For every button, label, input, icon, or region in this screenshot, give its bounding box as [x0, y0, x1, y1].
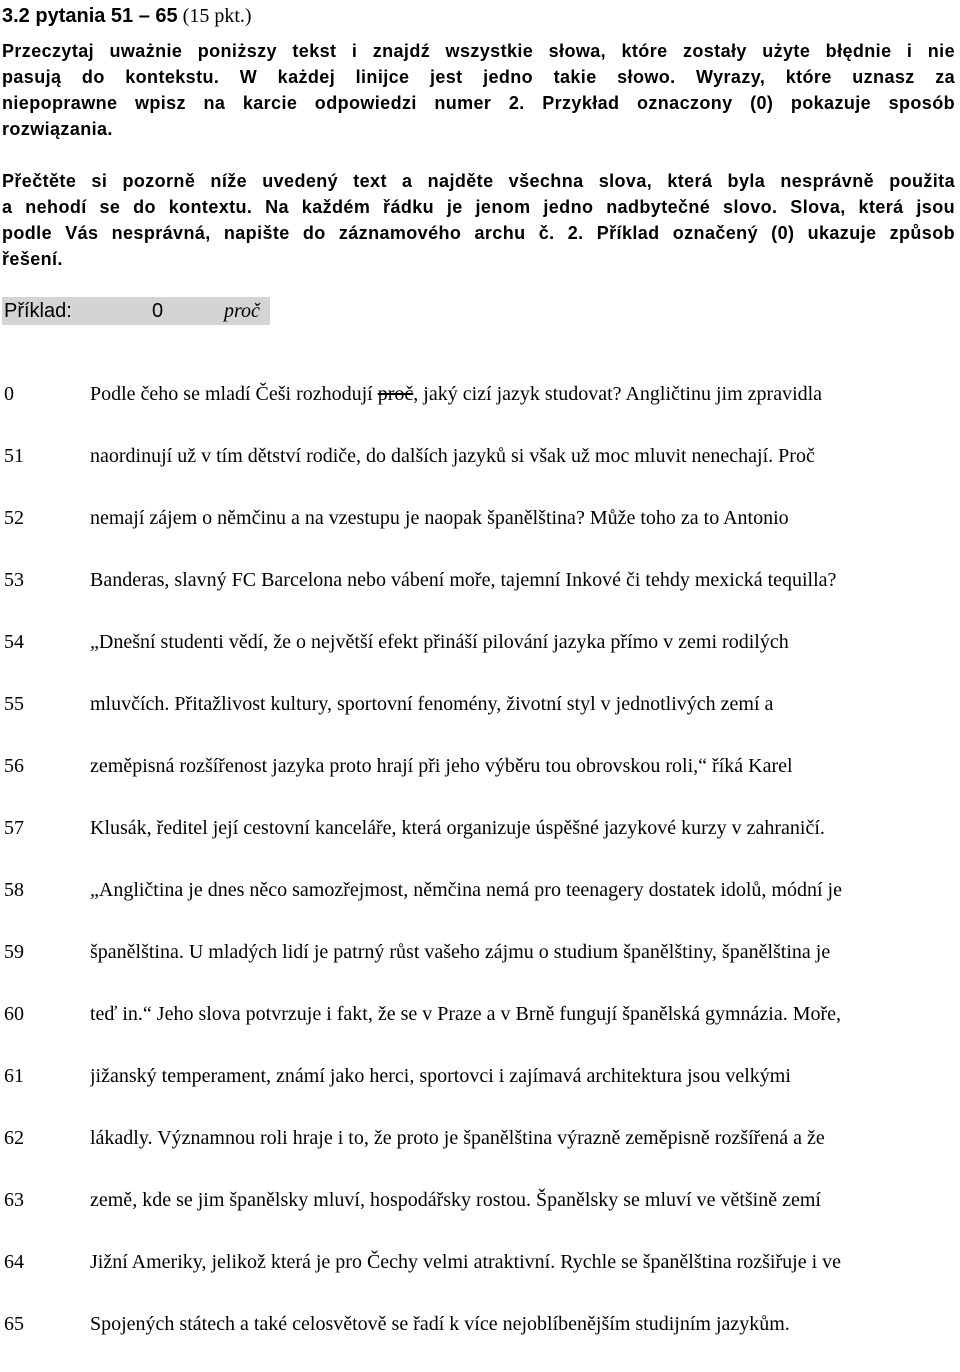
- line-number: 56: [4, 755, 24, 777]
- line-text-after: , jaký cizí jazyk studovat? Angličtinu jim zpravidla: [413, 383, 823, 405]
- instruction-line: a nehodí se do kontextu. Na každém řádku je jenom jedno nadbytečné slovo. Slova, která jsou: [2, 197, 955, 217]
- struck-example-word: proč: [377, 383, 414, 405]
- example-word: proč: [224, 300, 260, 322]
- line-text: zeměpisná rozšířenost jazyka proto hrají při jeho výběru tou obrovskou roli,“ říká Karel: [90, 755, 793, 777]
- line-text: naordinují už v tím dětství rodiče, do dalších jazyků si však už moc mluvit nenechají. Proč: [90, 445, 815, 467]
- line-number: 58: [4, 879, 24, 901]
- line-text: Spojených státech a také celosvětově se řadí k více nejoblíbenějším studijním jazykům.: [90, 1313, 790, 1335]
- line-text: [90, 380, 958, 408]
- instruction-line: Přečtěte si pozorně níže uvedený text a najděte všechna slova, která byla nesprávně použita: [2, 171, 955, 191]
- instruction-line: podle Vás nesprávná, napište do záznamového archu č. 2. Příklad označený (0) ukazuje způsob: [2, 223, 955, 243]
- example-number: 0: [152, 300, 164, 322]
- line-text: země, kde se jim španělsky mluví, hospodářsky rostou. Španělsky se mluví ve většině zemí: [90, 1189, 821, 1211]
- line-text: Banderas, slavný FC Barcelona nebo vábení moře, tajemní Inkové či tehdy mexická tequilla?: [90, 569, 837, 591]
- section-heading-title: 3.2 pytania 51 – 65: [2, 5, 178, 27]
- line-number: 61: [4, 1065, 24, 1087]
- line-number: 0: [4, 383, 14, 405]
- line-text: Klusák, ředitel její cestovní kanceláře, která organizuje úspěšné jazykové kurzy v zahraničí.: [90, 817, 825, 839]
- line-text-before: Podle čeho se mladí Češi rozhodují: [90, 383, 378, 405]
- line-number: 59: [4, 941, 24, 963]
- line-text: Jižní Ameriky, jelikož která je pro Čechy velmi atraktivní. Rychle se španělština rozšiřuje i ve: [90, 1251, 842, 1273]
- instruction-line: rozwiązania.: [2, 119, 113, 139]
- instruction-line: Przeczytaj uważnie poniższy tekst i znajdź wszystkie słowa, które zostały użyte błędnie i nie: [2, 41, 955, 61]
- text-line: [0, 938, 960, 1000]
- text-line: [0, 876, 960, 938]
- line-text: mluvčích. Přitažlivost kultury, sportovní fenomény, životní styl v jednotlivých zemí a: [90, 693, 774, 715]
- text-line: [0, 566, 960, 628]
- text-line: [0, 1186, 960, 1248]
- line-number: 52: [4, 507, 24, 529]
- text-line: [0, 814, 960, 876]
- line-number: 51: [4, 445, 24, 467]
- line-text: teď in.“ Jeho slova potvrzuje i fakt, že se v Praze a v Brně fungují španělská gymnázia. Moře,: [90, 1003, 842, 1025]
- line-text: španělština. U mladých lidí je patrný růst vašeho zájmu o studium španělštiny, španělština je: [90, 941, 831, 963]
- line-text: „Dnešní studenti vědí, že o největší efekt přináší pilování jazyka přímo v zemi rodilých: [90, 631, 789, 653]
- section-heading-points: (15 pkt.): [177, 5, 252, 27]
- text-line: [0, 1248, 960, 1310]
- text-line: [0, 1000, 960, 1062]
- line-number: 54: [4, 631, 24, 653]
- line-number: 63: [4, 1189, 24, 1211]
- instructions-czech: [2, 168, 955, 272]
- line-text: nemají zájem o němčinu a na vzestupu je naopak španělština? Může toho za to Antonio: [90, 507, 789, 529]
- line-text: jižanský temperament, známí jako herci, sportovci i zajímavá architektura jsou velkými: [90, 1065, 791, 1087]
- line-number: 64: [4, 1251, 24, 1273]
- instruction-line: řešení.: [2, 249, 63, 269]
- line-number: 57: [4, 817, 24, 839]
- example-label: Příklad:: [4, 300, 72, 322]
- text-line: [0, 1062, 960, 1124]
- line-number: 60: [4, 1003, 24, 1025]
- text-line: [0, 1310, 960, 1372]
- line-text: „Angličtina je dnes něco samozřejmost, němčina nemá pro teenagery dostatek idolů, módní je: [90, 879, 842, 901]
- line-number: 62: [4, 1127, 24, 1149]
- line-number: 55: [4, 693, 24, 715]
- instructions-polish: [2, 38, 955, 142]
- text-line: [0, 380, 960, 442]
- instruction-line: pasują do kontekstu. W każdej linijce jest jedno takie słowo. Wyrazy, które uznasz za: [2, 67, 955, 87]
- text-line: [0, 752, 960, 814]
- text-line: [0, 442, 960, 504]
- line-text: lákadly. Významnou roli hraje i to, že proto je španělština výrazně zeměpisně rozšířená a že: [90, 1127, 825, 1149]
- example-box: [2, 297, 270, 325]
- exercise-text: [0, 380, 960, 1372]
- line-number: 65: [4, 1313, 24, 1335]
- line-number: 53: [4, 569, 24, 591]
- text-line: [0, 628, 960, 690]
- text-line: [0, 504, 960, 566]
- section-heading: [2, 4, 252, 28]
- instruction-line: niepoprawne wpisz na karcie odpowiedzi numer 2. Przykład oznaczony (0) pokazuje sposób: [2, 93, 955, 113]
- text-line: [0, 690, 960, 752]
- text-line: [0, 1124, 960, 1186]
